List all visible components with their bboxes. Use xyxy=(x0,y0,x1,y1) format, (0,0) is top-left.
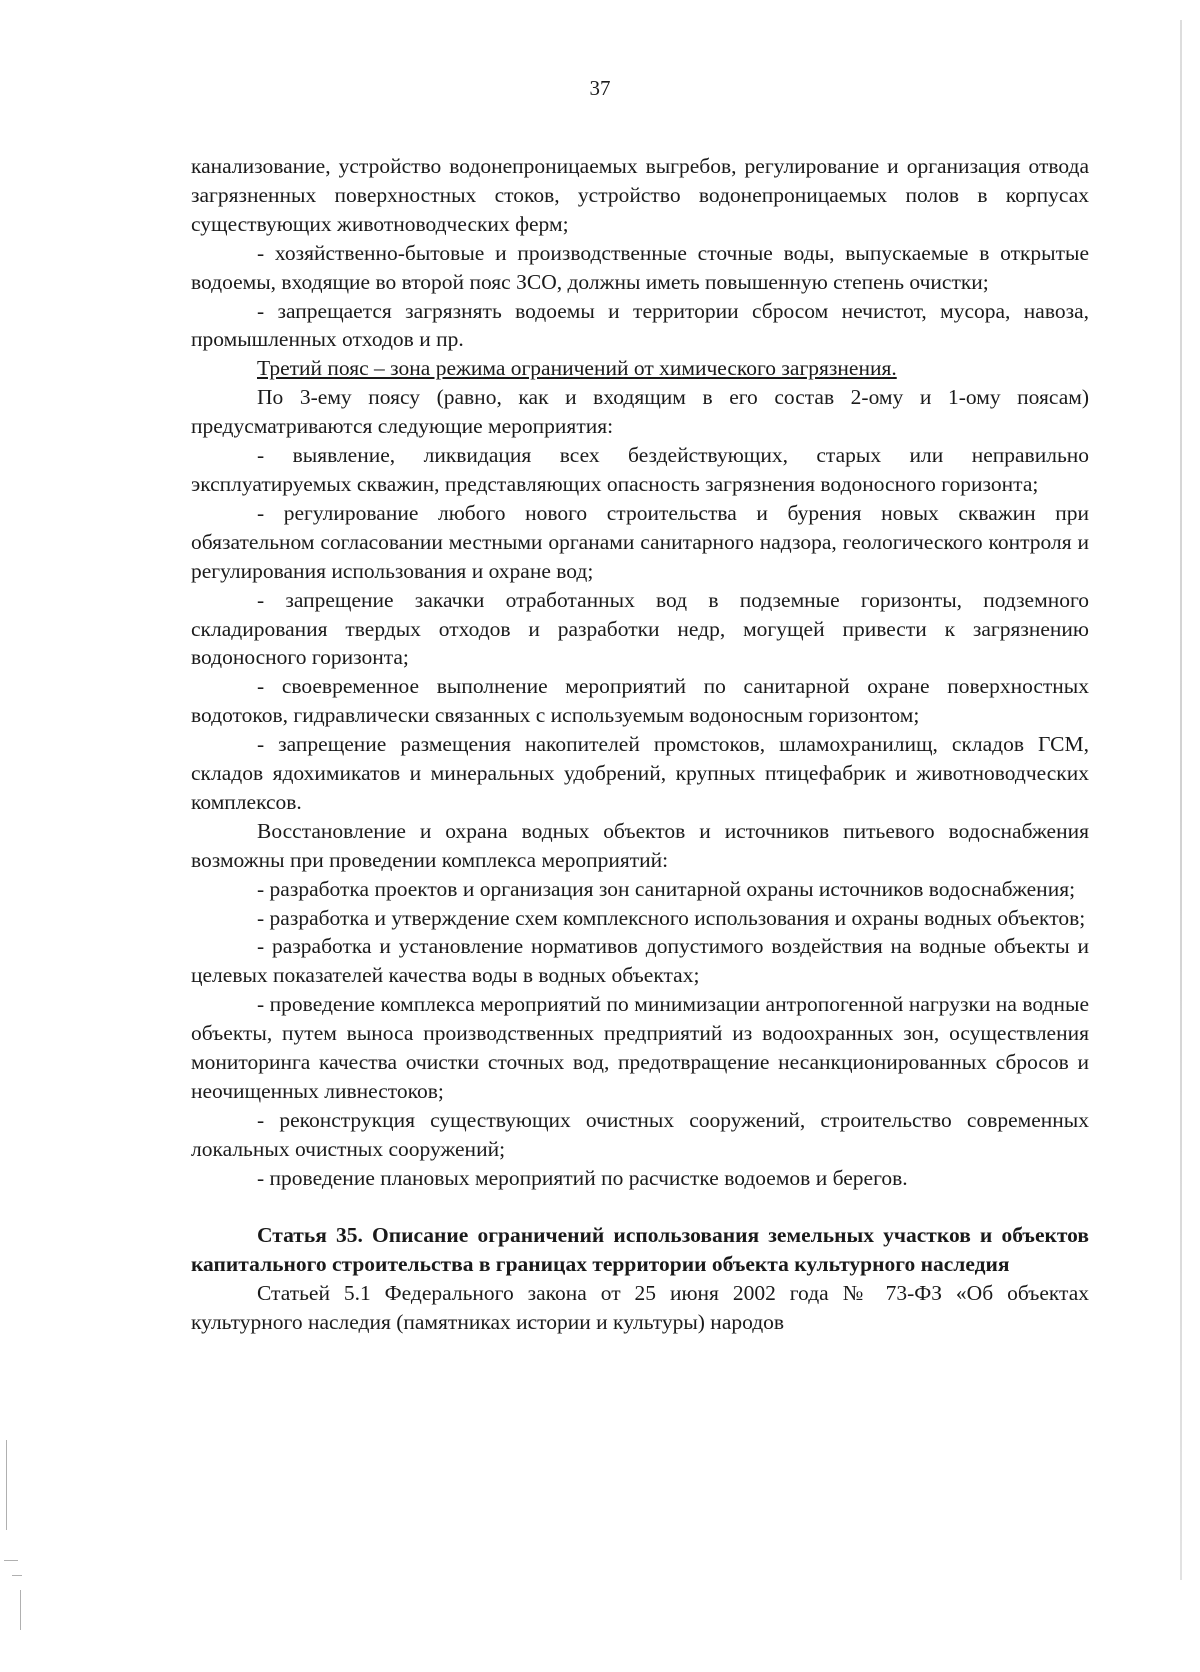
scan-margin-marks xyxy=(4,1440,26,1640)
paragraph: - выявление, ликвидация всех бездействующих, старых или неправильно эксплуатируемых скважин, представляющих опасность загрязнения водоносного горизонта; xyxy=(191,443,1089,496)
page-number: 37 xyxy=(589,76,611,100)
article-heading: Статья 35. Описание ограничений использования земельных участков и объектов капитального строительства в границах территории объекта культурного наследия xyxy=(191,1222,1089,1276)
section-subheading-text: Третий пояс – зона режима ограничений от химического загрязнения. xyxy=(257,356,897,381)
document-body xyxy=(191,152,1089,1336)
article-paragraph: Статьей 5.1 Федерального закона от 25 июня 2002 года № 73-ФЗ «Об объектах культурного наследия (памятниках истории и культуры) народов xyxy=(191,1280,1089,1334)
scan-edge-line xyxy=(1180,20,1182,1580)
paragraph: - проведение комплекса мероприятий по минимизации антропогенной нагрузки на водные объекты, путем выноса производственных предприятий из водоохранных зон, осуществления мониторинга качества очистки сточных вод, предотвращение несанкционированных сбросов и неочищенных ливнестоков; xyxy=(191,992,1089,1103)
paragraph: - запрещение размещения накопителей промстоков, шламохранилищ, складов ГСМ, складов ядохимикатов и минеральных удобрений, крупных птицефабрик и животноводческих комплексов. xyxy=(191,732,1089,814)
paragraph: Восстановление и охрана водных объектов и источников питьевого водоснабжения возможны при проведении комплекса мероприятий: xyxy=(191,818,1089,872)
paragraph: канализование, устройство водонепроницаемых выгребов, регулирование и организация отвода загрязненных поверхностных стоков, устройство водонепроницаемых полов в корпусах существующих животноводческих ферм; xyxy=(191,154,1089,236)
section-subheading xyxy=(191,354,1089,383)
paragraph: - разработка и установление нормативов допустимого воздействия на водные объекты и целевых показателей качества воды в водных объектах; xyxy=(191,934,1089,988)
paragraph: - запрещение закачки отработанных вод в подземные горизонты, подземного складирования твердых отходов и разработки недр, могущей привести к загрязнению водоносного горизонта; xyxy=(191,587,1089,670)
paragraph: - разработка проектов и организация зон санитарной охраны источников водоснабжения; xyxy=(257,876,1076,901)
paragraph: - хозяйственно-бытовые и производственные сточные воды, выпускаемые в открытые водоемы, входящие во второй пояс ЗСО, должны иметь повышенную степень очистки; xyxy=(191,240,1089,294)
paragraph: По 3-ему поясу (равно, как и входящим в его состав 2-ому и 1-ому поясам) предусматриваются следующие мероприятия: xyxy=(191,385,1089,439)
paragraph: - разработка и утверждение схем комплексного использования и охраны водных объектов; xyxy=(257,905,1086,930)
paragraph: - запрещается загрязнять водоемы и территории сбросом нечистот, мусора, навоза, промышленных отходов и пр. xyxy=(191,298,1089,352)
paragraph: - регулирование любого нового строительства и бурения новых скважин при обязательном согласовании местными органами санитарного надзора, геологического контроля и регулирования использования и охране вод; xyxy=(191,500,1089,583)
paragraph: - проведение плановых мероприятий по расчистке водоемов и берегов. xyxy=(257,1165,908,1190)
paragraph: - своевременное выполнение мероприятий по санитарной охране поверхностных водотоков, гидравлически связанных с используемым водоносным горизонтом; xyxy=(191,674,1089,728)
paragraph: - реконструкция существующих очистных сооружений, строительство современных локальных очистных сооружений; xyxy=(191,1107,1089,1161)
